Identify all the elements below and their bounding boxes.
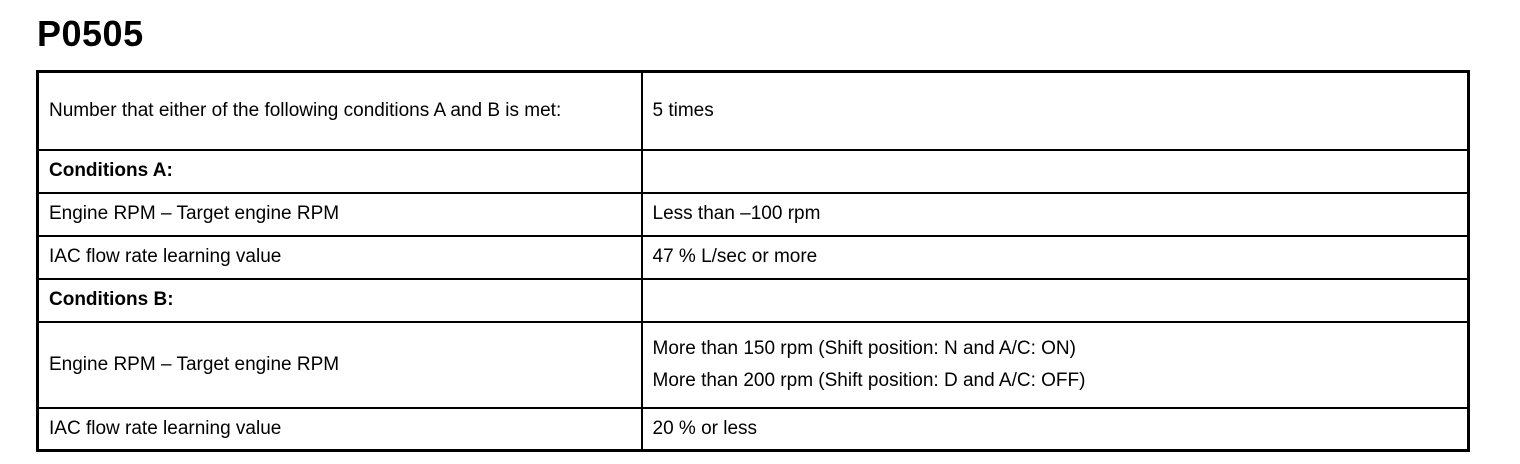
condition-value-cell bbox=[642, 193, 1469, 236]
table-row bbox=[38, 322, 1469, 408]
table-row bbox=[38, 193, 1469, 236]
condition-value-cell bbox=[642, 150, 1469, 193]
conditions-a-heading: Conditions A: bbox=[38, 150, 642, 193]
table-row bbox=[38, 408, 1469, 451]
condition-label-cell: IAC flow rate learning value bbox=[38, 236, 642, 279]
condition-label-cell: Engine RPM – Target engine RPM bbox=[38, 322, 642, 408]
condition-value-cell bbox=[642, 408, 1469, 451]
table-row bbox=[38, 150, 1469, 193]
condition-value-cell bbox=[642, 72, 1469, 150]
table-row bbox=[38, 279, 1469, 322]
condition-value-cell bbox=[642, 236, 1469, 279]
condition-value: 5 times bbox=[652, 99, 714, 121]
condition-label-cell: IAC flow rate learning value bbox=[38, 408, 642, 451]
conditions-table bbox=[36, 70, 1470, 452]
condition-label-cell: Engine RPM – Target engine RPM bbox=[38, 193, 642, 236]
conditions-b-heading: Conditions B: bbox=[38, 279, 642, 322]
condition-value: 47 % L/sec or more bbox=[652, 246, 818, 267]
condition-value: 20 % or less bbox=[652, 417, 758, 439]
page-title: P0505 bbox=[37, 13, 144, 54]
condition-value: Less than –100 rpm bbox=[652, 203, 821, 224]
condition-value: More than 200 rpm (Shift position: D and A/C: OFF) bbox=[652, 369, 1086, 391]
table-row bbox=[38, 236, 1469, 279]
condition-value-cell bbox=[642, 322, 1469, 408]
condition-value: More than 150 rpm (Shift position: N and A/C: ON) bbox=[652, 337, 1076, 359]
condition-value-cell bbox=[642, 279, 1469, 322]
condition-label-cell: Number that either of the following conditions A and B is met: bbox=[38, 72, 642, 150]
table-row bbox=[38, 72, 1469, 150]
